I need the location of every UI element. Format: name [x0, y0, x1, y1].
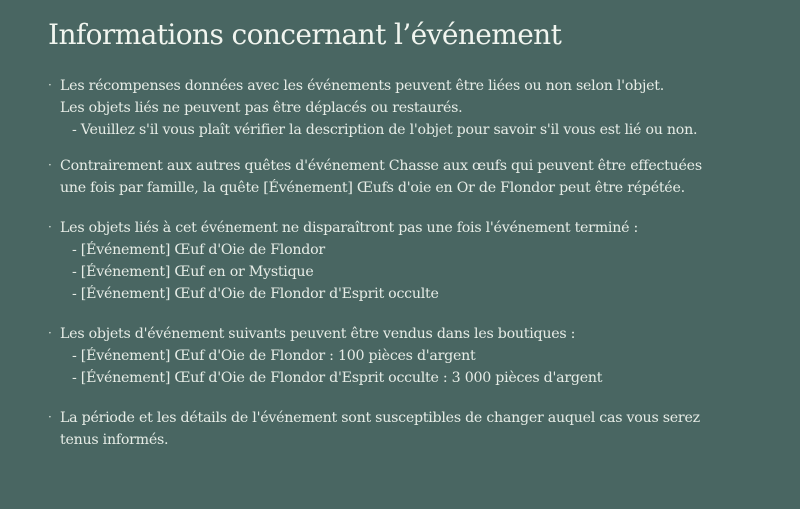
section-line: tenus informés.: [60, 432, 169, 448]
bullet-icon: ·: [48, 220, 52, 234]
section-subitem: - [Événement] Œuf d'Oie de Flondor d'Esprit occulte : 3 000 pièces d'argent: [72, 370, 603, 386]
section-subitem: - [Événement] Œuf d'Oie de Flondor d'Esprit occulte: [72, 286, 439, 302]
section-line: La période et les détails de l'événement sont susceptibles de changer auquel cas vous serez: [60, 410, 700, 426]
bullet-icon: ·: [48, 78, 52, 92]
bullet-icon: ·: [48, 410, 52, 424]
section-changes-notice: [48, 407, 780, 451]
section-line: une fois par famille, la quête [Événement] Œufs d'oie en Or de Flondor peut être répétée.: [60, 180, 685, 196]
section-persistent-items: [48, 217, 780, 305]
section-line: Les récompenses données avec les événements peuvent être liées ou non selon l'objet.: [60, 78, 664, 94]
section-subitem: - Veuillez s'il vous plaît vérifier la description de l'objet pour savoir s'il vous est lié ou non.: [72, 122, 698, 138]
section-line: Les objets liés à cet événement ne disparaîtront pas une fois l'événement terminé :: [60, 220, 639, 236]
section-subitem: - [Événement] Œuf d'Oie de Flondor : 100 pièces d'argent: [72, 348, 476, 364]
section-repeatable-quest: [48, 155, 780, 199]
section-line: Contrairement aux autres quêtes d'événement Chasse aux œufs qui peuvent être effectuées: [60, 158, 702, 174]
section-line: Les objets d'événement suivants peuvent être vendus dans les boutiques :: [60, 326, 576, 342]
section-subitem: - [Événement] Œuf d'Oie de Flondor: [72, 242, 325, 258]
section-line: Les objets liés ne peuvent pas être déplacés ou restaurés.: [60, 100, 463, 116]
bullet-icon: ·: [48, 326, 52, 340]
section-subitem: - [Événement] Œuf en or Mystique: [72, 264, 314, 280]
bullet-icon: ·: [48, 158, 52, 172]
section-sellable-items: [48, 323, 780, 389]
section-bound-rewards: [48, 75, 780, 141]
page-title: Informations concernant l’événement: [48, 18, 562, 51]
